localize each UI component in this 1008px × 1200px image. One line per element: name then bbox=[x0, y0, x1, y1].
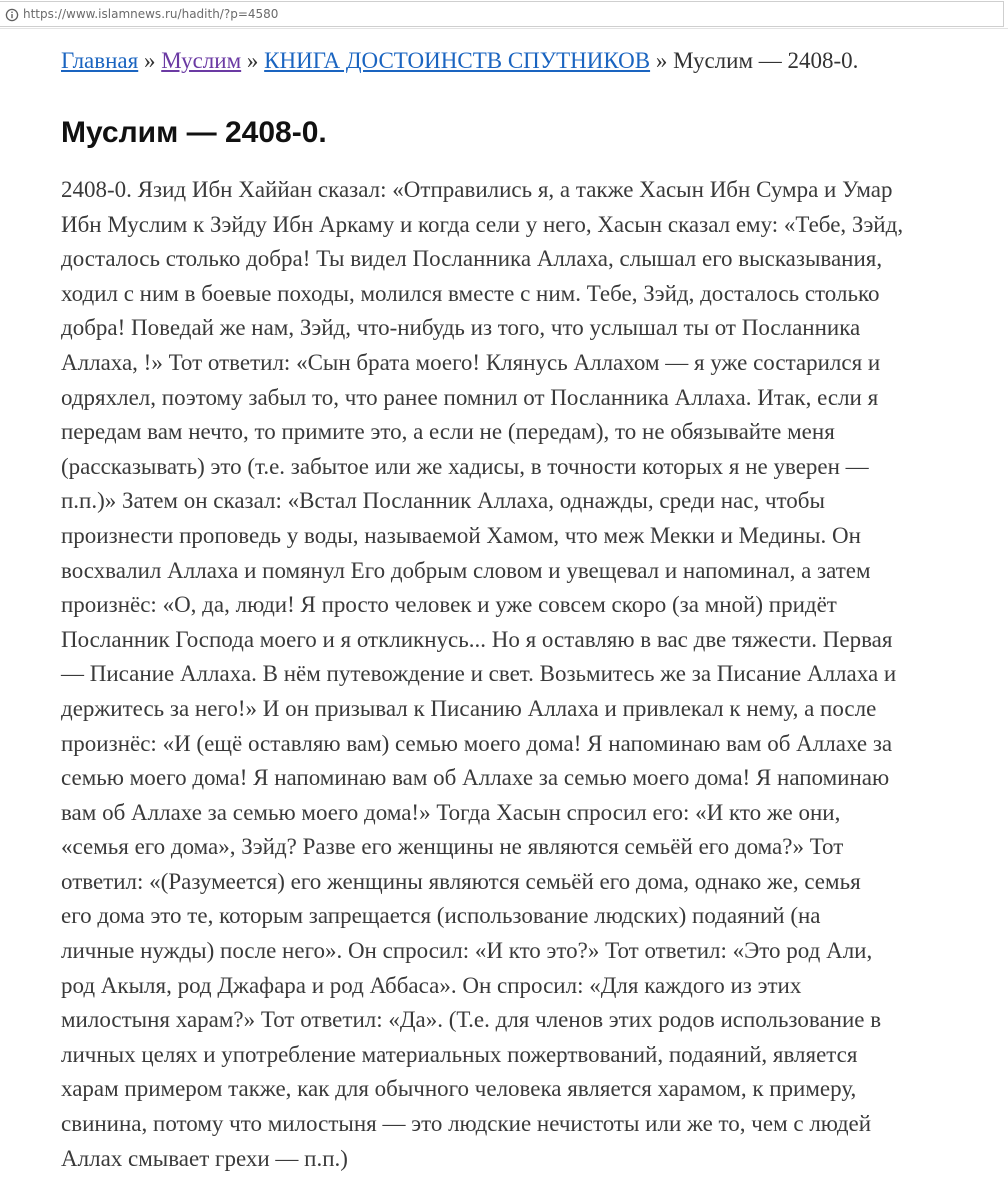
hadith-text bbox=[61, 173, 996, 1176]
hadith-line: произнёс: «О, да, люди! Я просто человек и уже совсем скоро (за мной) придёт bbox=[61, 592, 837, 618]
hadith-line: добра! Поведай же нам, Зэйд, что-нибудь из того, что услышал ты от Посланника bbox=[61, 315, 861, 341]
breadcrumb-current: Муслим — 2408-0. bbox=[673, 48, 859, 73]
hadith-line: личных целях и употребление материальных пожертвований, подаяний, является bbox=[61, 1041, 858, 1067]
breadcrumb-home-link[interactable]: Главная bbox=[61, 48, 139, 73]
hadith-line: ходил с ним в боевые походы, молился вместе с ним. Тебе, Зэйд, досталось столько bbox=[61, 280, 880, 306]
hadith-line: Ибн Муслим к Зэйду Ибн Аркаму и когда сели у него, Хасын сказал ему: «Тебе, Зэйд, bbox=[61, 211, 904, 237]
hadith-line: п.п.)» Затем он сказал: «Встал Посланник Аллаха, однажды, среди нас, чтобы bbox=[61, 488, 825, 514]
hadith-line: (рассказывать) это (т.е. забытое или же хадисы, в точности которых я не уверен — bbox=[61, 453, 869, 479]
hadith-line: «семья его дома», Зэйд? Разве его женщины не являются семьёй его дома?» Тот bbox=[61, 834, 844, 860]
hadith-line: держитесь за него!» И он призывал к Писанию Аллаха и привлекал к нему, а после bbox=[61, 695, 877, 721]
url-text[interactable]: https://www.islamnews.ru/hadith/?p=4580 bbox=[23, 7, 279, 21]
page-title: Муслим — 2408-0. bbox=[61, 116, 327, 149]
breadcrumb-separator: » bbox=[246, 48, 259, 73]
hadith-line: восхвалил Аллаха и помянул Его добрым словом и увещевал и напоминал, а затем bbox=[61, 557, 871, 583]
hadith-line: произнести проповедь у воды, называемой Хамом, что меж Мекки и Медины. Он bbox=[61, 522, 861, 548]
info-icon[interactable] bbox=[5, 8, 19, 22]
hadith-line: произнёс: «И (ещё оставляю вам) семью моего дома! Я напоминаю вам об Аллахе за bbox=[61, 730, 893, 756]
breadcrumb-muslim-link[interactable]: Муслим bbox=[161, 48, 242, 73]
hadith-line: 2408-0. Язид Ибн Хаййан сказал: «Отправились я, а также Хасын Ибн Сумра и Умар bbox=[61, 177, 893, 202]
hadith-line: его дома это те, которым запрещается (использование людских) подаяний (на bbox=[61, 903, 821, 929]
hadith-line: передам вам нечто, то примите это, а если не (передам), то не обязывайте меня bbox=[61, 419, 835, 445]
breadcrumb-book-link[interactable]: КНИГА ДОСТОИНСТВ СПУТНИКОВ bbox=[264, 48, 651, 73]
hadith-line: Посланник Господа моего и я откликнусь... Но я оставляю в вас две тяжести. Первая bbox=[61, 626, 893, 652]
hadith-line: род Акыля, род Джафара и род Аббаса». Он спросил: «Для каждого из этих bbox=[61, 972, 802, 998]
hadith-line: Аллаха, !» Тот ответил: «Сын брата моего! Клянусь Аллахом — я уже состарился и bbox=[61, 349, 881, 375]
hadith-line: вам об Аллахе за семью моего дома!» Тогда Хасын спросил его: «И кто же они, bbox=[61, 799, 841, 825]
hadith-line: — Писание Аллаха. В нём путевождение и свет. Возьмитесь же за Писание Аллаха и bbox=[61, 661, 897, 687]
breadcrumb-separator: » bbox=[655, 48, 668, 73]
hadith-line: досталось столько добра! Ты видел Посланника Аллаха, слышал его высказывания, bbox=[61, 246, 883, 272]
browser-address-bar bbox=[0, 0, 1008, 29]
breadcrumb-separator: » bbox=[143, 48, 156, 73]
hadith-line: ответил: «(Разумеется) его женщины являются семьёй его дома, однако же, семья bbox=[61, 868, 861, 894]
hadith-line: милостыня харам?» Тот ответил: «Да». (Т.е. для членов этих родов использование в bbox=[61, 1007, 882, 1033]
hadith-line: одряхлел, поэтому забыл то, что ранее помнил от Посланника Аллаха. Итак, если я bbox=[61, 384, 879, 410]
hadith-line: семью моего дома! Я напоминаю вам об Аллахе за семью моего дома! Я напоминаю bbox=[61, 765, 890, 791]
breadcrumb bbox=[61, 44, 858, 78]
hadith-line: харам примером также, как для обычного человека является харамом, к примеру, bbox=[61, 1076, 857, 1102]
hadith-line: личные нужды) после него». Он спросил: «И кто это?» Тот ответил: «Это род Али, bbox=[61, 938, 873, 964]
hadith-line: свинина, потому что милостыня — это людские нечистоты или же то, чем с людей bbox=[61, 1111, 872, 1137]
url-field[interactable] bbox=[0, 1, 1004, 27]
hadith-line: Аллах смывает грехи — п.п.) bbox=[61, 1145, 348, 1171]
